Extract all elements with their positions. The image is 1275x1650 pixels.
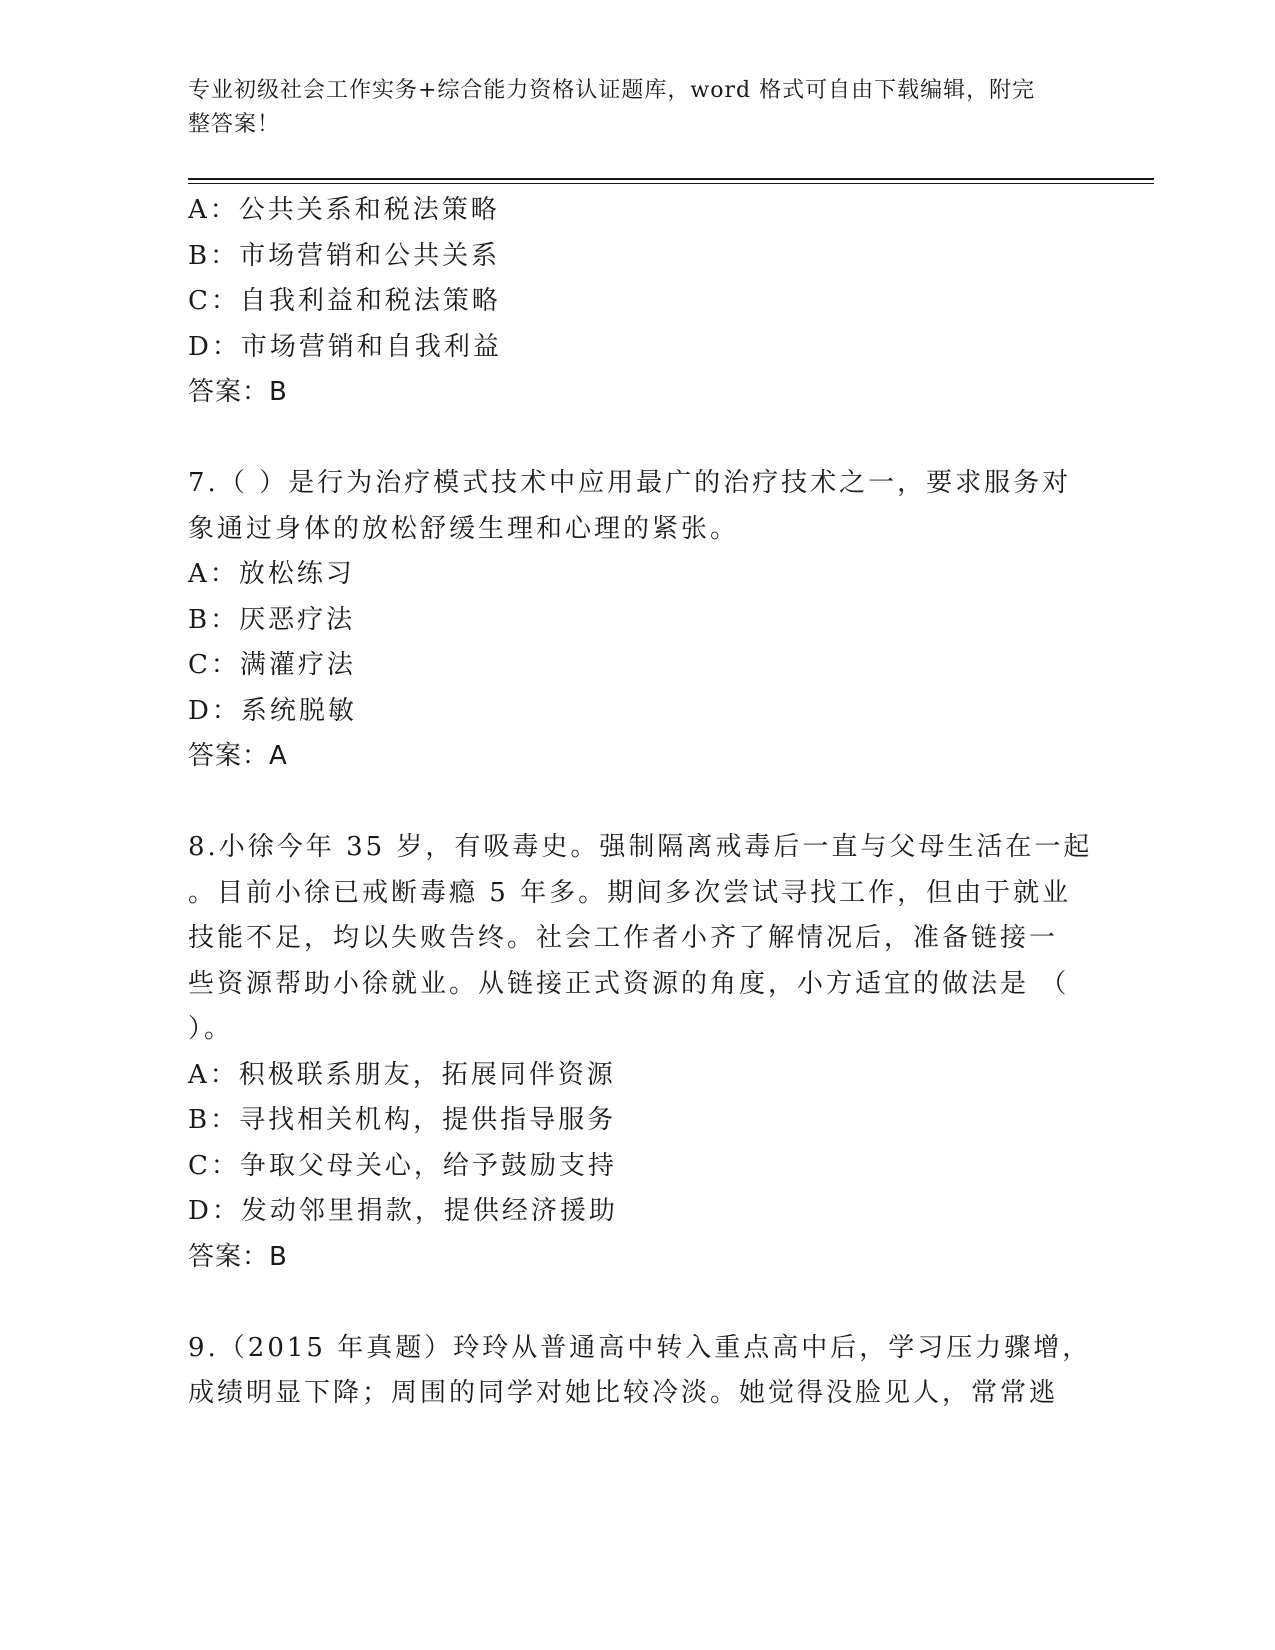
question-9 xyxy=(188,1326,1092,1417)
question-text-line: 技能不足，均以失败告终。社会工作者小齐了解情况后，准备链接一 xyxy=(188,923,1059,953)
option-c: C：满灌疗法 xyxy=(188,650,356,680)
spacer xyxy=(188,780,1088,826)
header-line-1: 专业初级社会工作实务+综合能力资格认证题库，word 格式可自由下载编辑，附完 xyxy=(188,78,1036,103)
question-text-line: 8.小徐今年 35 岁，有吸毒史。强制隔离戒毒后一直与父母生活在一起 xyxy=(188,832,1093,862)
option-c: C：自我利益和税法策略 xyxy=(188,286,501,316)
question-text-line: ）。 xyxy=(188,1014,234,1044)
option-b: B：寻找相关机构，提供指导服务 xyxy=(188,1105,617,1135)
option-d: D：系统脱敏 xyxy=(188,695,357,726)
option-d: D：市场营销和自我利益 xyxy=(188,331,502,362)
option-a: A：放松练习 xyxy=(188,559,355,589)
question-text-line: 7.（ ）是行为治疗模式技术中应用最广的治疗技术之一，要求服务对 xyxy=(188,468,1072,498)
answer-line: 答案：A xyxy=(188,741,288,771)
answer-line: 答案：B xyxy=(188,1241,288,1272)
question-6 xyxy=(188,188,1088,416)
answer-line: 答案：B xyxy=(188,377,288,407)
option-c: C：争取父母关心，给予鼓励支持 xyxy=(188,1150,617,1181)
question-text-line: 9.（2015 年真题）玲玲从普通高中转入重点高中后，学习压力骤增， xyxy=(188,1332,1092,1363)
spacer xyxy=(188,416,1088,462)
question-text-line: 象通过身体的放松舒缓生理和心理的紧张。 xyxy=(188,513,740,544)
question-text-line: 成绩明显下降；周围的同学对她比较冷淡。她觉得没脸见人，常常逃 xyxy=(188,1378,1059,1408)
question-7 xyxy=(188,461,1088,780)
question-text-line: 。目前小徐已戒断毒瘾 5 年多。期间多次尝试寻找工作，但由于就业 xyxy=(188,877,1072,908)
option-d: D：发动邻里捐款，提供经济援助 xyxy=(188,1196,618,1226)
option-a: A：公共关系和税法策略 xyxy=(188,195,500,225)
option-b: B：市场营销和公共关系 xyxy=(188,240,501,271)
header-line-2: 整答案！ xyxy=(188,112,281,137)
option-a: A：积极联系朋友，拓展同伴资源 xyxy=(188,1059,616,1090)
spacer xyxy=(188,1280,1088,1326)
question-8 xyxy=(188,825,1093,1280)
option-b: B：厌恶疗法 xyxy=(188,604,356,635)
document-header xyxy=(188,74,1088,142)
question-text-line: 些资源帮助小徐就业。从链接正式资源的角度，小方适宜的做法是 （ xyxy=(188,968,1070,999)
header-divider-thick xyxy=(188,178,1154,180)
question-content xyxy=(188,188,1093,1417)
header-divider-thin xyxy=(188,183,1154,184)
